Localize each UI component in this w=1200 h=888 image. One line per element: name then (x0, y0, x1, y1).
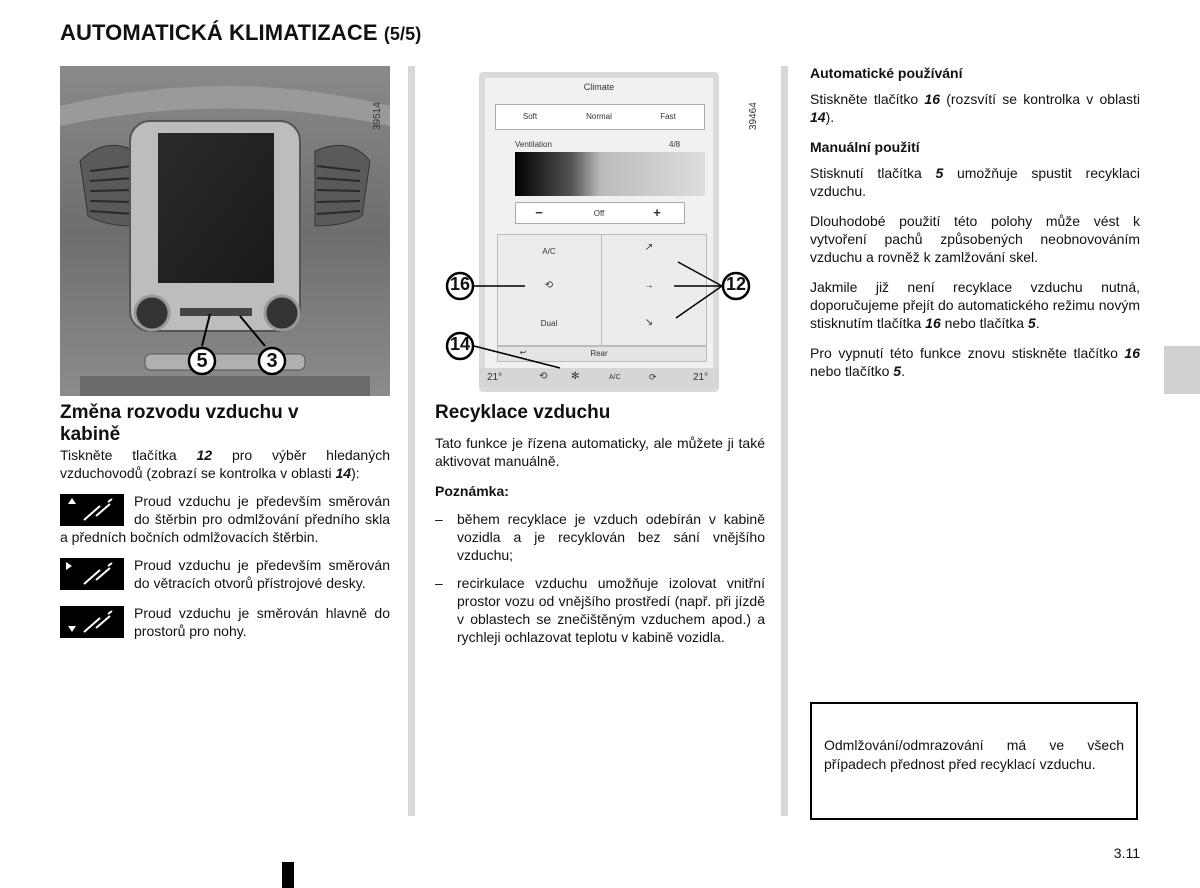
temp-right: 21° (693, 372, 709, 383)
footwell-airflow-icon (60, 606, 124, 638)
windscreen-airflow-icon (60, 494, 124, 526)
section-heading: Recyklace vzduchu (435, 402, 611, 423)
mode-soft[interactable]: Soft (522, 112, 538, 121)
ventilation-value: 4/8 (669, 140, 681, 149)
auto-heading: Automatické používání (810, 65, 963, 81)
recirc-status-icon: ⟲ (539, 371, 548, 382)
ac-status: A/C (609, 374, 621, 381)
column-air-distribution (60, 402, 390, 652)
manual-paragraph: Stisknutí tlačítka 5 umožňuje spustit recyklaci vzduchu. (810, 165, 1140, 199)
info-box-text: Odmlžování/odmrazování má ve všech případech přednost před recyklací vzduchu. (824, 737, 1124, 772)
back-icon[interactable]: ↩ (519, 348, 527, 357)
fan-minus-button[interactable]: − (535, 205, 543, 220)
airflow-item: Proud vzduchu je především směrován do větracích otvorů přístrojové desky. (60, 556, 390, 594)
callout-12: 12 (725, 274, 747, 294)
temp-left: 21° (487, 372, 503, 383)
intro-paragraph: Tiskněte tlačítka 12 pro výběr hledaných vzduchovodů (zobrazí se kontrolka v oblasti 14): (60, 447, 390, 481)
ventilation-label: Ventilation (515, 140, 552, 149)
dashboard-vents-airflow-icon (60, 558, 124, 590)
ac-button[interactable]: A/C (542, 247, 556, 256)
dual-button[interactable]: Dual (540, 319, 558, 328)
mode-normal[interactable]: Normal (586, 112, 612, 121)
list-item: – recirkulace vzduchu umožňuje izolovat vnitřní prostor vozu od vnějšího prostředí (např. při jízdě v oblastech se znečištěným vzduchem apod.) a rychleji ochlazovat teplotu v kabině vozidla. (435, 575, 765, 645)
manual-heading: Manuální použití (810, 139, 920, 155)
dashboard-photo (60, 66, 390, 396)
figure-id (366, 70, 386, 130)
airflow-item: Proud vzduchu je především směrován do štěrbin pro odmlžování předního skla a předních bočních odmlžovacích štěrbin. (60, 493, 390, 545)
recirculation-icon[interactable]: ⟲ (544, 280, 554, 291)
column-divider (408, 66, 415, 816)
list-item: – během recyklace je vzduch odebírán v kabině vozidla a je recyklován bez sání vnějšího vzduchu; (435, 511, 765, 563)
print-mark (282, 862, 294, 888)
section-heading: Změna rozvodu vzduchu v kabině (60, 402, 299, 445)
callout-14: 14 (449, 334, 471, 354)
fan-off-button[interactable]: Off (593, 209, 605, 218)
auto-paragraph: Stiskněte tlačítko 16 (rozsvítí se kontrolka v oblasti 14). (810, 91, 1140, 125)
column-recirculation (435, 402, 765, 656)
figure-id-text: 39464 (748, 102, 759, 130)
column-usage (810, 64, 1140, 392)
airflow-feet-icon[interactable]: ↘ (644, 317, 654, 328)
fan-status-icon: ✻ (571, 371, 580, 382)
screen-title: Climate (583, 82, 615, 92)
mode-fast[interactable]: Fast (660, 112, 676, 121)
return-auto-paragraph: Jakmile již není recyklace vzduchu nutná, doporučujeme přejít do automatického režimu novým stisknutím tlačítka 16 nebo tlačítka 5. (810, 279, 1140, 331)
fan-plus-button[interactable]: + (653, 205, 661, 220)
airflow-windscreen-icon[interactable]: ↗ (644, 242, 654, 253)
turn-off-paragraph: Pro vypnutí této funkce znovu stiskněte tlačítko 16 nebo tlačítko 5. (810, 345, 1140, 379)
ventilation-slider[interactable] (515, 152, 705, 196)
long-use-paragraph: Dlouhodobé použití této polohy může vést k vytvoření pachů způsobených neobnovováním vzduchu a rovněž k zamlžování skel. (810, 213, 1140, 265)
info-box (810, 702, 1138, 820)
column-divider (781, 66, 788, 816)
page-number: 3.11 (1113, 845, 1140, 861)
chapter-tab (1164, 346, 1200, 394)
note-heading: Poznámka: (435, 483, 509, 499)
callout-16: 16 (449, 274, 471, 294)
figure-id-text: 39514 (372, 102, 383, 130)
callout-3: 3 (266, 350, 278, 372)
figure-id (742, 70, 762, 130)
page-title: AUTOMATICKÁ KLIMATIZACE (5/5) (60, 20, 422, 45)
airflow-item: Proud vzduchu je směrován hlavně do prostorů pro nohy. (60, 604, 390, 642)
recirc-auto-icon: ⟳ (649, 372, 657, 382)
airflow-dashboard-icon[interactable]: → (644, 280, 654, 291)
rear-button[interactable]: Rear (590, 349, 608, 358)
callout-5: 5 (196, 350, 208, 372)
intro-paragraph: Tato funkce je řízena automaticky, ale můžete ji také aktivovat manuálně. (435, 435, 765, 469)
figure2-callout-lines (440, 260, 760, 390)
